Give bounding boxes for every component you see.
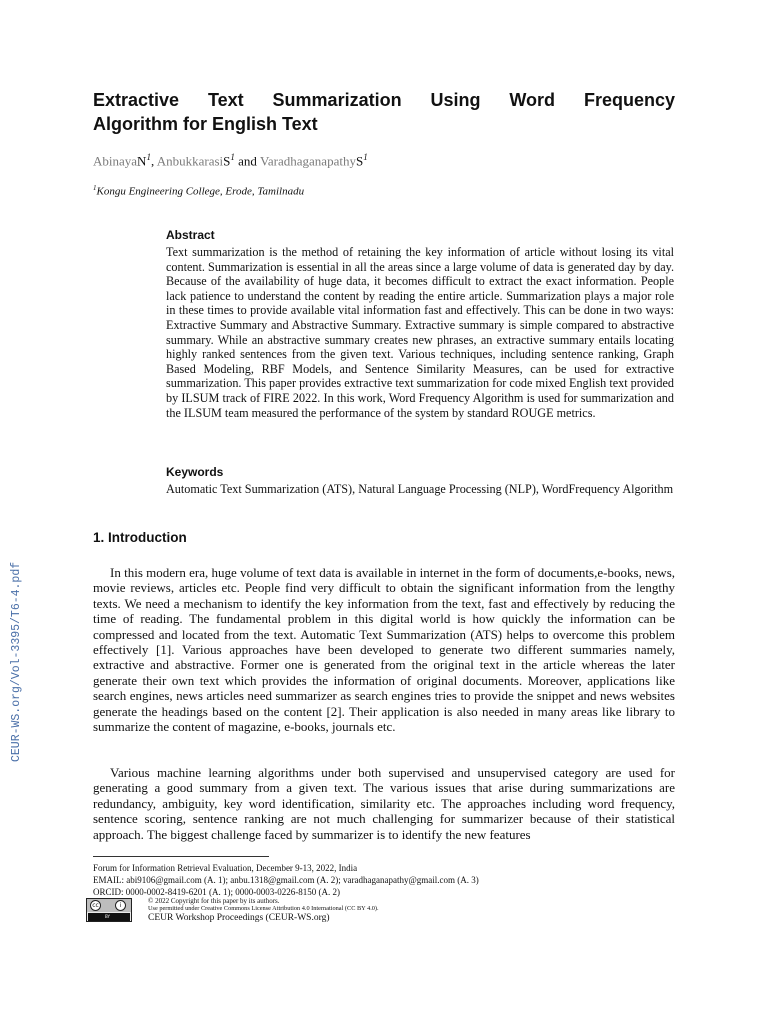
footnote-forum: Forum for Information Retrieval Evaluation, December 9-13, 2022, India [93,863,358,873]
intro-paragraph-1: In this modern era, huge volume of text data is available in internet in the form of documents,e-books, news, movie reviews, articles etc. People find very difficult to obtain the significant information from the lengthy texts. We need a mechanism to identify the key information from the text, fast and effectively by reducing the time of reading. The fundamental problem in this digital world is how quickly the information can be compressed and located from the text. Automatic Text Summarization (ATS) helps to overcome this problem effectively [1]. Various approaches have been developed to generate two different summaries namely, extractive and abstractive. Former one is generated from the original text in the article whereas the later generate their own text which provides the information of original documents. Moreover, applications like search engines, news articles need summarizer as search engines tries to provide the snippet and news websites generate the headings based on the content [2]. Their application is also needed in many areas like library to summarize the content of magazine, e-books, journals etc. [93,565,675,735]
footnote-divider [93,856,269,857]
author-2-affil-mark: 1 [230,152,235,162]
ceur-side-link[interactable]: CEUR-WS.org/Vol-3395/T6-4.pdf [10,561,23,762]
author-2-last-name: S [223,153,231,169]
author-3-last-name: S [355,153,364,169]
affiliation [93,184,675,198]
affiliation-text: Kongu Engineering College, Erode, Tamilnadu [96,185,305,198]
author-3-affil-mark: 1 [363,152,368,162]
license-line: Use permitted under Creative Commons License Attribution 4.0 International (CC BY 4.0). [148,905,379,912]
cc-badge-by: BY [105,914,110,919]
paper-title [93,88,675,136]
abstract-text: Text summarization is the method of retaining the key information of article without losing its vital content. Summarization is essential in all the areas since a large volume of data is generated day by day. Because of the availability of huge data, it becomes difficult to extract the exact information. People lack patience to understand the content by reading the entire article. Summarization plays a major role in these times to provide available vital information fast and effectively. This can be done in two ways: Extractive Summary and Abstractive Summary. Extractive summary is simple compared to abstractive summary. While an abstractive summary creates new phrases, an extractive summary entails locating highly ranked sentences from the given text. Various techniques, including sentence ranking, Graph Based Modeling, RBF Models, and Sentence Similarity Measures, can be used for extractive summarization. This paper provides extractive text summarization for code mixed English text provided by ILSUM track of FIRE 2022. In this work, Word Frequency Algorithm is used for summarization and the ILSUM team measured the performance of the system by standard ROUGE metrics. [166,245,674,420]
copyright-line: © 2022 Copyright for this paper by its authors. [148,897,280,905]
abstract-heading: Abstract [166,228,215,242]
author-1-affil-mark: 1 [146,152,151,162]
footnote-email: EMAIL: abi9106@gmail.com (A. 1); anbu.1318@gmail.com (A. 2); varadhaganapathy@gmail.com (A. 3) [93,875,479,885]
attribution-icon: i [115,900,126,911]
cc-badge-bottom [88,913,130,921]
author-3-first-name: Varadhaganapathy [259,153,356,169]
author-2-first-name: Anbukkarasi [156,153,224,169]
keywords-heading: Keywords [166,465,224,479]
proceedings-line: CEUR Workshop Proceedings (CEUR-WS.org) [148,913,330,923]
paper-title-line-2: Algorithm for English Text [93,114,318,134]
cc-icon: cc [90,900,101,911]
author-1-first-name: Abinaya [93,153,138,169]
author-conjunction: and [238,153,257,169]
affiliation-mark: 1 [93,184,97,192]
keywords-text: Automatic Text Summarization (ATS), Natural Language Processing (NLP), WordFrequency Algorithm [166,482,674,496]
footnote-orcid: ORCID: 0000-0002-8419-6201 (A. 1); 0000-0003-0226-8150 (A. 2) [93,887,340,897]
author-list: AbinayaN$^1$, AnbukkarasiS$^1$ and VaradhaganapathyS$^1$ [93,152,368,169]
section-heading-introduction: 1. Introduction [93,530,187,545]
author-1-last-name: N [137,153,147,169]
paper-title-line-1: Extractive Text Summarization Using Word Frequency [93,90,675,110]
cc-license-badge [86,898,132,922]
intro-paragraph-2: Various machine learning algorithms under both supervised and unsupervised category are used for generating a good summary from a given text. The various issues that arise during summarizations are redundancy, ambiguity, key word identification, similarity etc. The approaches including word frequency, sentence scoring, sentence ranking are not much challenging for summarizer because of their statistical approach. The biggest challenge faced by summarizer is to identify the new features [93,765,675,842]
